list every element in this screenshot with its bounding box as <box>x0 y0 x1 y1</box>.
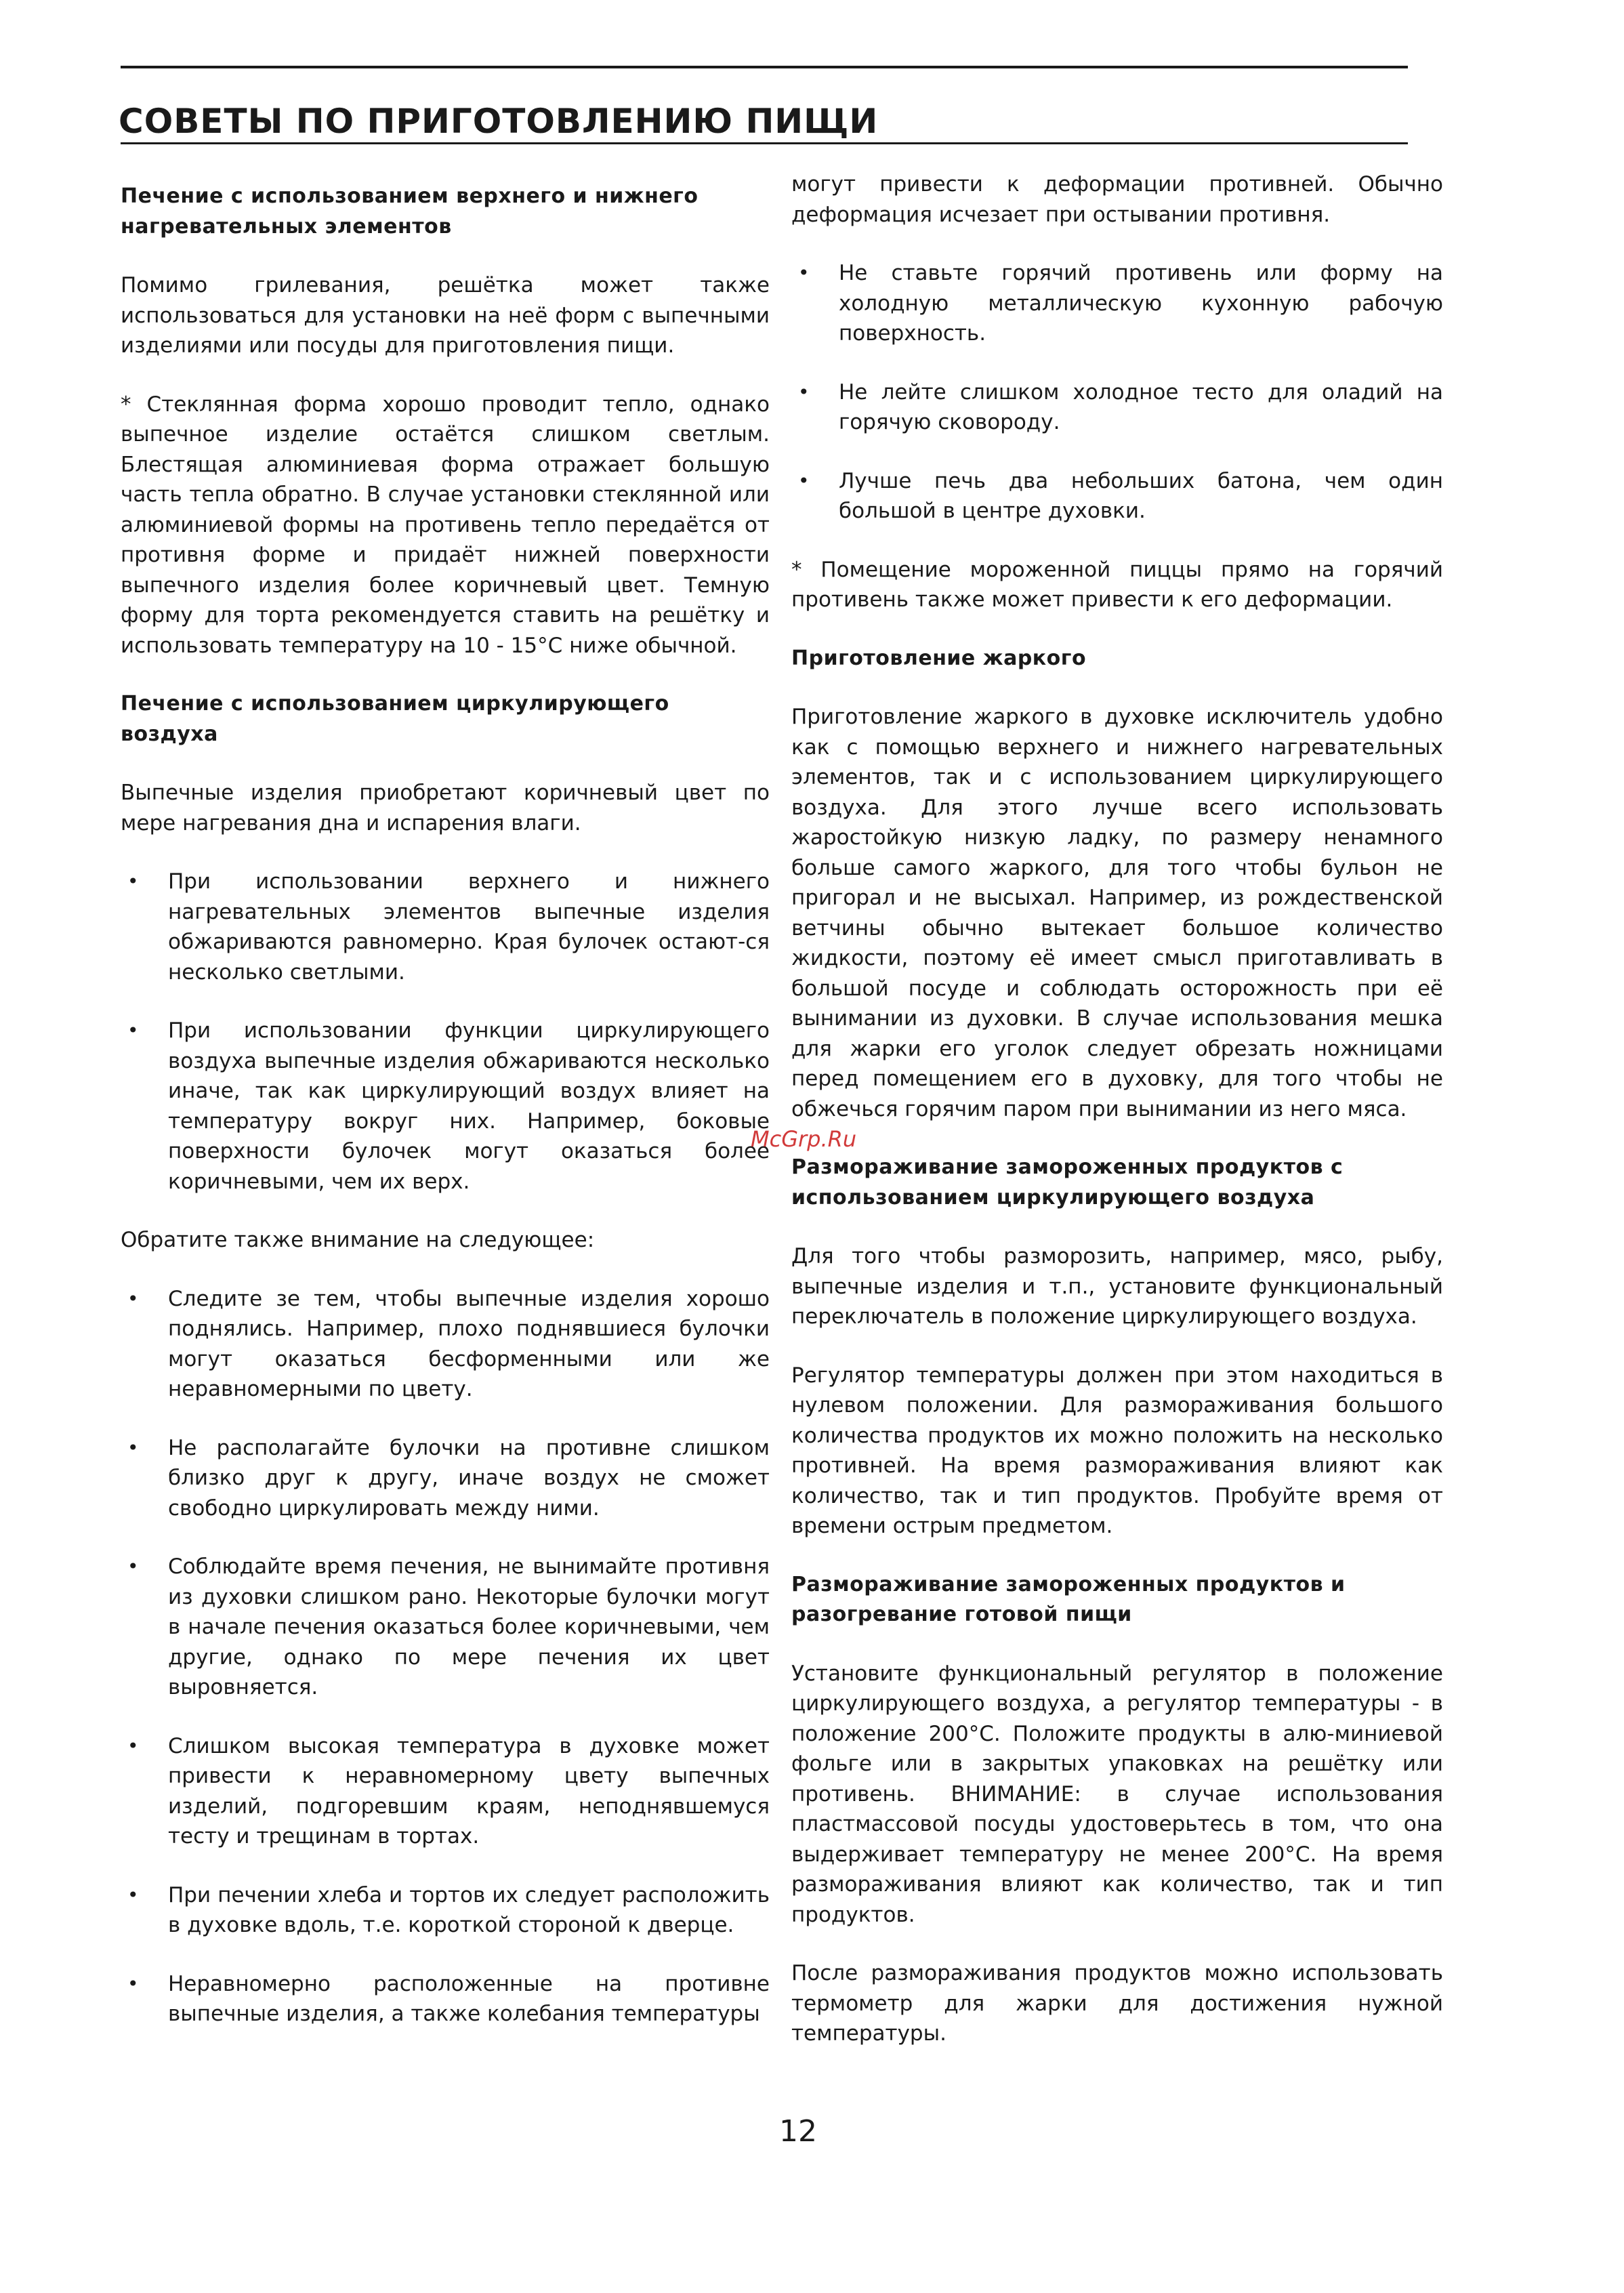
bullet-list <box>791 258 1443 526</box>
list-item: • Соблюдайте время печения, не вынимайте противня из духовки слишком рано. Некоторые булочки могут в начале печения оказаться более коричневыми, чем другие, однако по мере печения их цвет выровняется. <box>121 1552 770 1703</box>
list-item: • Не ставьте горячий противень или форму на холодную металлическую кухонную рабочую поверхность. <box>791 258 1443 349</box>
paragraph: Для того чтобы разморозить, например, мясо, рыбу, выпечные изделия и т.п., установите функциональный переключатель в положение циркулирующего воздуха. <box>791 1244 1443 1329</box>
list-item: • Слишком высокая температура в духовке может привести к неравномерному цвету выпечных изделий, подгоревшим краям, неподнявшемуся тесту и трещинам в тортах. <box>121 1731 770 1852</box>
paragraph: могут привести к деформации противней. Обычно деформация исчезает при остывании противня. <box>791 172 1443 227</box>
top-rule <box>121 66 1408 68</box>
list-item: • Не лейте слишком холодное тесто для оладий на горячую сковороду. <box>791 377 1443 438</box>
page-title: СОВЕТЫ ПО ПРИГОТОВЛЕНИЮ ПИЩИ <box>119 102 879 141</box>
paragraph: После размораживания продуктов можно использовать термометр для жарки для достижения нужной температуры. <box>791 1961 1443 2046</box>
bullet-list <box>121 1284 770 2029</box>
paragraph: Приготовление жаркого в духовке исключитель удобно как с помощью верхнего и нижнего нагревательных элементов, так и с использованием циркулирующего воздуха. Для этого лучше всего использовать жаростойкую низкую ладку, по размеру ненамного больше самого жаркого, для того чтобы бульон не пригорал и не высыхал. Например, из рождественской ветчины обычно вытекает большое количество жидкости, поэтому её имеет смысл приготавливать в большой посуде и соблюдать осторожность при её вынимании из духовки. В случае использования мешка для жарки его уголок следует обрезать ножницами перед помещением его в духовку, для того чтобы не обжечься горячим паром при вынимании из него мяса. <box>791 705 1443 1121</box>
paragraph: * Стеклянная форма хорошо проводит тепло, однако выпечное изделие остаётся слишком светлым. Блестящая алюминиевая форма отражает большую часть тепла обратно. В случае установки стеклянной или алюминиевой формы на противень тепло передаётся от противня форме и придаёт нижней поверхности выпечного изделия более коричневый цвет. Темную форму для торта рекомендуется ставить на решётку и использовать температуру на 10 - 15°C ниже обычной. <box>121 392 770 658</box>
paragraph: * Помещение мороженной пиццы прямо на горячий противень также может привести к его деформации. <box>791 557 1443 612</box>
right-column <box>791 169 1443 2078</box>
paragraph: Регулятор температуры должен при этом находиться в нулевом положении. Для размораживания большого количества продуктов их можно положить на несколько противней. На время размораживания влияют как количество, так и тип продуктов. Пробуйте время от времени острым предметом. <box>791 1363 1443 1538</box>
list-item: • Не располагайте булочки на противне слишком близко друг к другу, иначе воздух не сможет свободно циркулировать между ними. <box>121 1433 770 1524</box>
list-item: • Лучше печь два небольших батона, чем один большой в центре духовки. <box>791 466 1443 526</box>
list-item: • Следите зе тем, чтобы выпечные изделия хорошо поднялись. Например, плохо поднявшиеся булочки могут оказаться бесформенными или же неравномерными по цвету. <box>121 1284 770 1405</box>
list-item: • При использовании верхнего и нижнего нагревательных элементов выпечные изделия обжариваются равномерно. Края булочек остают-ся несколько светлыми. <box>121 867 770 987</box>
paragraph: Выпечные изделия приобретают коричневый цвет по мере нагревания дна и испарения влаги. <box>121 781 770 835</box>
bullet-list <box>121 867 770 1197</box>
page-number: 12 <box>779 2114 817 2149</box>
section-heading-roasting: Приготовление жаркого <box>791 646 1087 670</box>
title-underline <box>121 142 1408 144</box>
section-heading-baking-convection: Печение с использованием циркулирующего воздуха <box>121 692 669 746</box>
left-column <box>121 182 770 2058</box>
paragraph: Установите функциональный регулятор в положение циркулирующего воздуха, а регулятор температуры - в положение 200°C. Положите продукты в алю-миниевой фольге или в закрытых упаковках на решётку или противень. ВНИМАНИЕ: в случае использования пластмассовой посуды удостоверьтесь в том, что она выдерживает температуру не менее 200°C. На время размораживания влияют как количество, так и тип продуктов. <box>791 1661 1443 1927</box>
paragraph: Обратите также внимание на следующее: <box>121 1228 595 1252</box>
list-item: • Неравномерно расположенные на противне выпечные изделия, а также колебания температуры <box>121 1969 770 2029</box>
section-heading-defrost-reheat: Размораживание замороженных продуктов и разогревание готовой пищи <box>791 1572 1346 1626</box>
paragraph: Помимо грилевания, решётка может также использоваться для установки на неё форм с выпечными изделиями или посуды для приготовления пищи. <box>121 273 770 358</box>
list-item: • При использовании функции циркулирующего воздуха выпечные изделия обжариваются несколько иначе, так как циркулирующий воздух влияет на температуру вокруг них. Например, боковые поверхности булочек могут оказаться более коричневыми, чем их верх. <box>121 1016 770 1197</box>
section-heading-defrost-convection: Размораживание замороженных продуктов с использованием циркулирующего воздуха <box>791 1155 1344 1210</box>
watermark: McGrp.Ru <box>751 1126 857 1152</box>
section-heading-baking-top-bottom: Печение с использованием верхнего и нижнего нагревательных элементов <box>121 184 699 239</box>
list-item: • При печении хлеба и тортов их следует расположить в духовке вдоль, т.е. короткой стороной к дверце. <box>121 1880 770 1941</box>
